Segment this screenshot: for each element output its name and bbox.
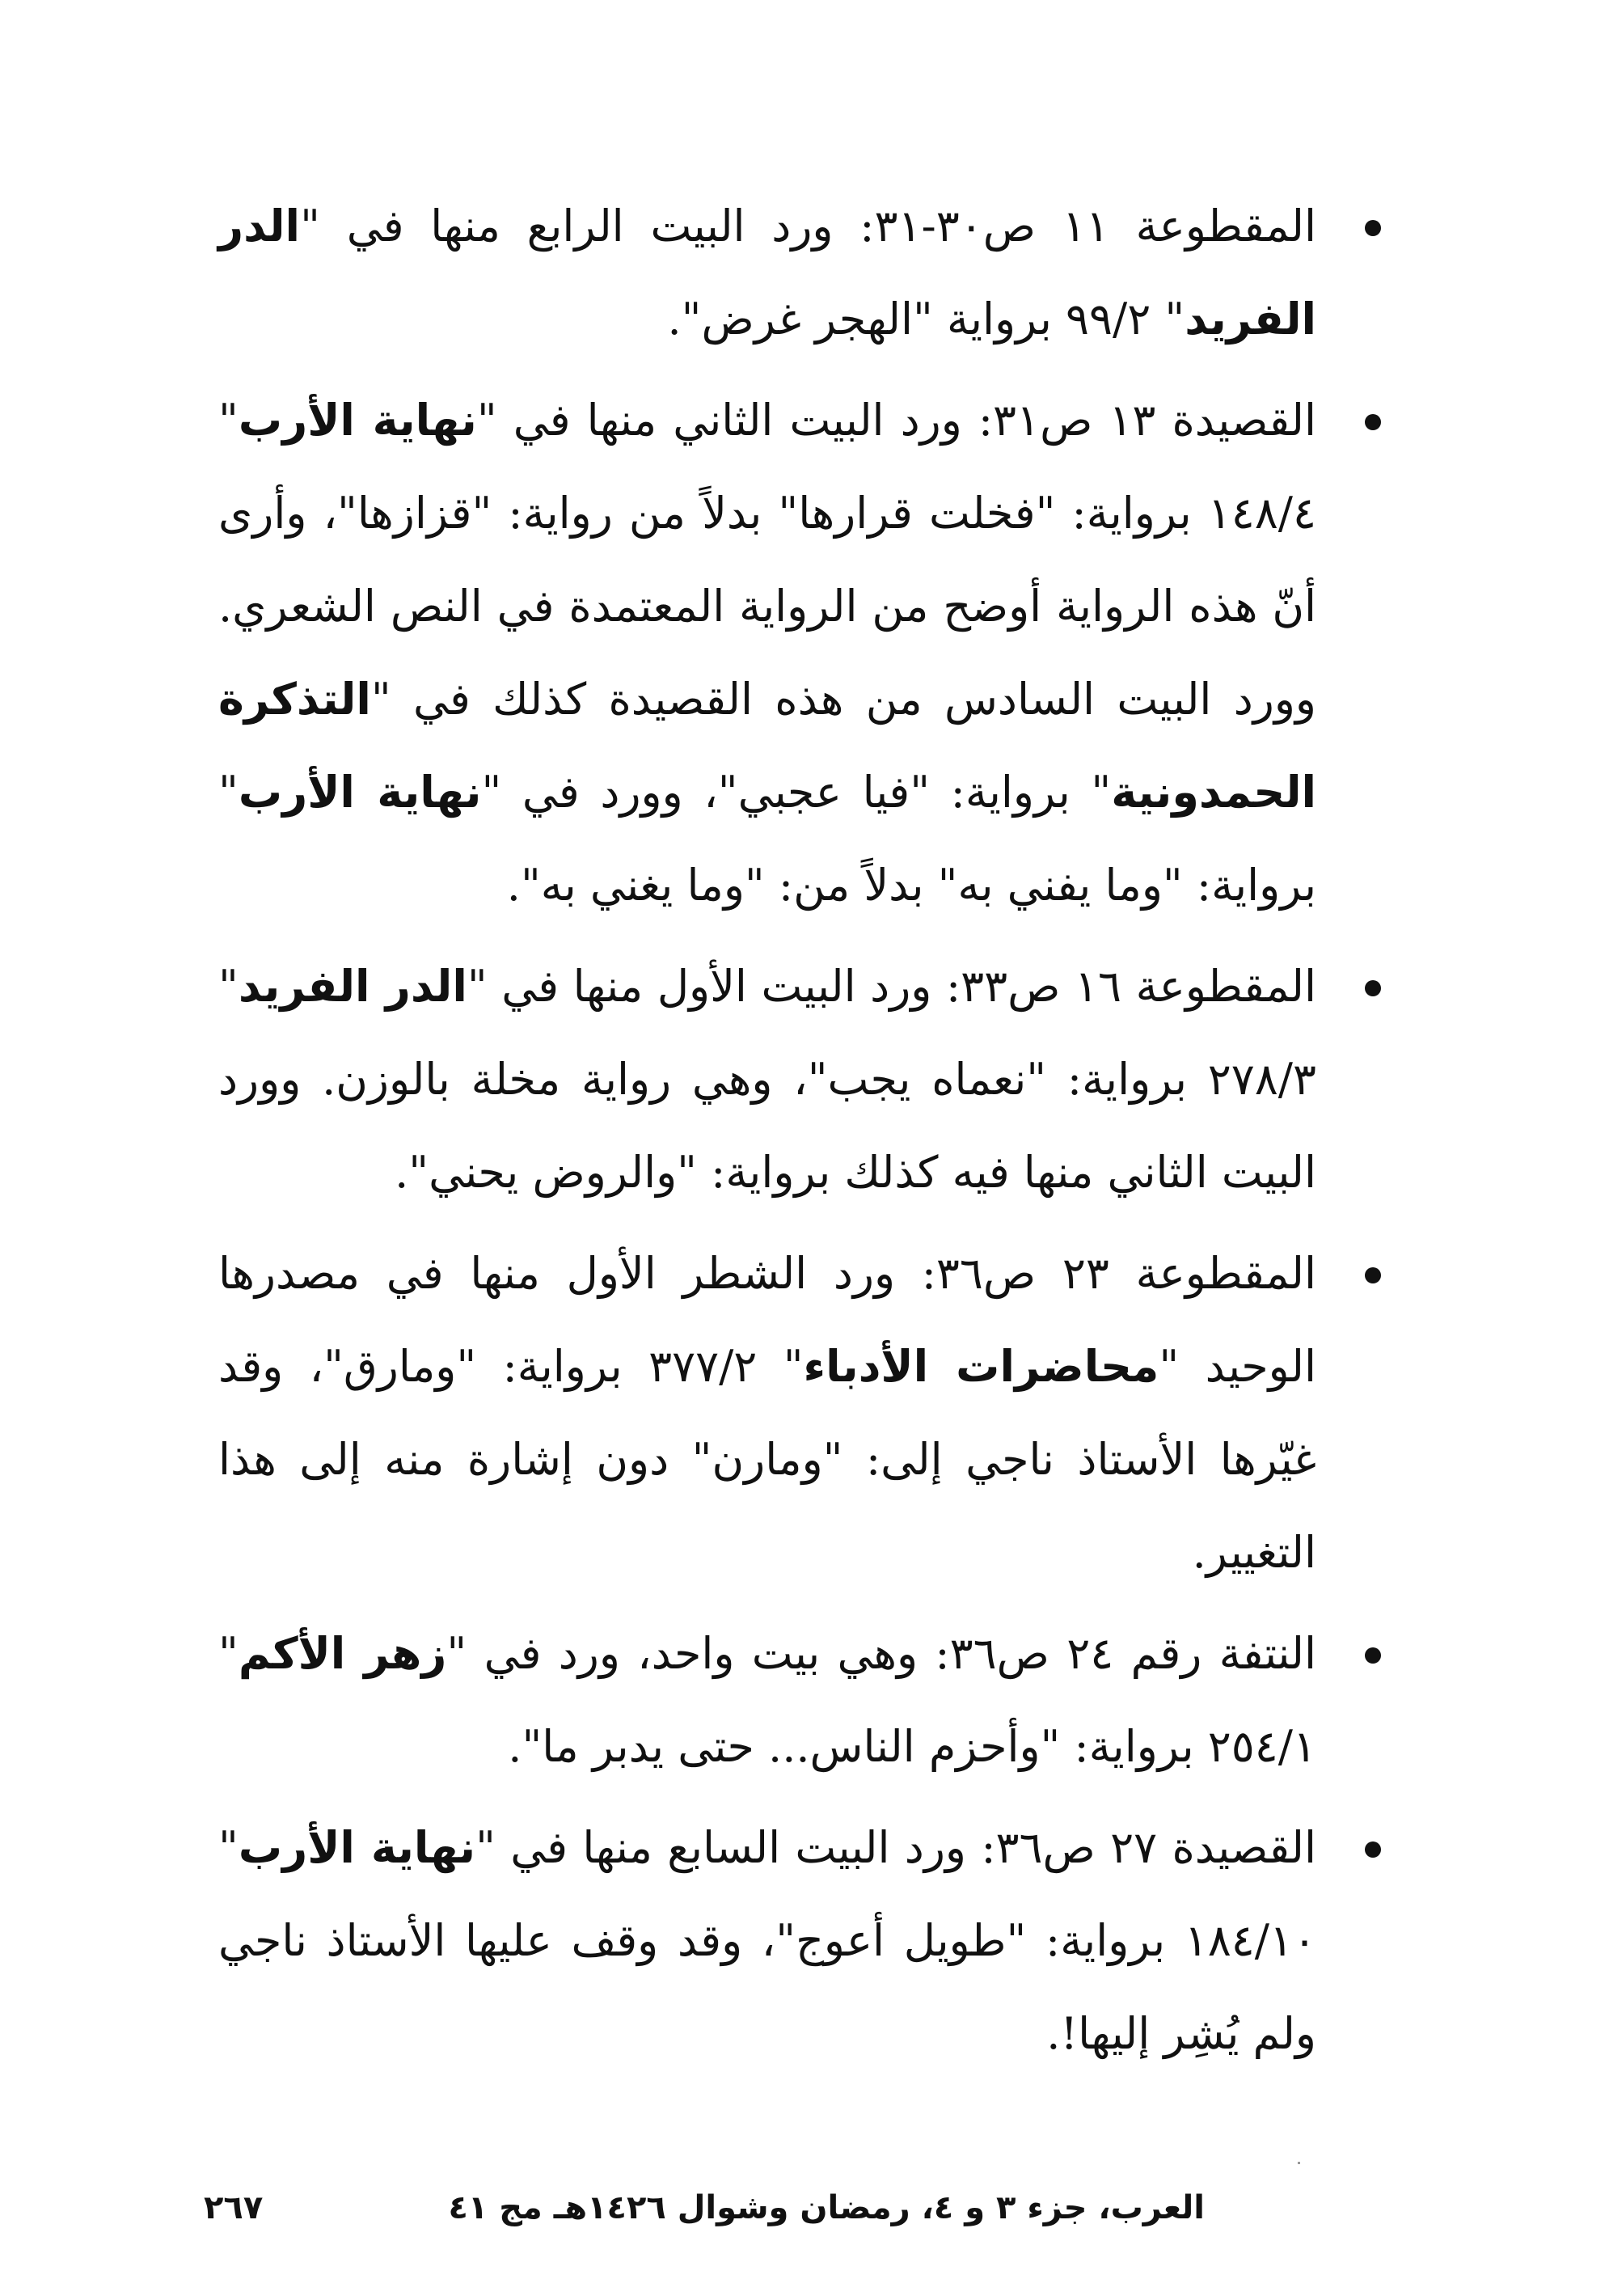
- bullet-icon: [1365, 220, 1381, 236]
- list-item: [218, 940, 1391, 1219]
- page-footer: [194, 2180, 1391, 2236]
- text-run: " ٢٥٤/١ برواية: "وأحزم الناس... حتى يدبر ما".: [218, 1628, 1316, 1772]
- list-item: [218, 1227, 1391, 1599]
- source-title: الدر الفريد: [218, 201, 1316, 345]
- bullet-icon: [1365, 1647, 1381, 1664]
- text-run: القصيدة ٢٧ ص٣٦: ورد البيت السابع منها في ": [475, 1822, 1317, 1873]
- bullet-icon: [1365, 414, 1381, 430]
- text-run: " ١٨٤/١٠ برواية: "طويل أعوج"، وقد وقف عليها الأستاذ ناجي ولم يُشِر إليها!.: [218, 1822, 1316, 2059]
- text-run: " ٢٧٨/٣ برواية: "نعماه يجب"، وهي رواية مخلة بالوزن. وورد البيت الثاني منها فيه كذلك برواية: "والروض يحني".: [218, 961, 1316, 1198]
- bullet-icon: [1365, 980, 1381, 996]
- text-run: المقطوعة ١١ ص٣٠-٣١: ورد البيت الرابع منها في ": [300, 201, 1316, 252]
- source-title: محاضرات الأدباء: [803, 1341, 1159, 1392]
- text-run: " برواية: "وما يفني به" بدلاً من: "وما يغني به".: [218, 767, 1316, 911]
- text-run: " برواية: "فيا عجبي"، وورد في ": [481, 767, 1112, 818]
- text-run: المقطوعة ١٦ ص٣٣: ورد البيت الأول منها في ": [467, 961, 1317, 1012]
- text-run: القصيدة ١٣ ص٣١: ورد البيت الثاني منها في ": [476, 395, 1317, 446]
- source-title: الدر الفريد: [238, 961, 467, 1012]
- list-item: [218, 180, 1391, 366]
- source-title: نهاية الأرب: [238, 1822, 476, 1873]
- journal-issue: العرب، جزء ٣ و ٤، رمضان وشوال ١٤٢٦هـ مج ٤١: [448, 2189, 1205, 2226]
- source-title: زهر الأكم: [238, 1628, 447, 1679]
- list-item-text: [218, 1607, 1316, 1793]
- list-item: [218, 1801, 1391, 2080]
- list-item-text: [218, 180, 1316, 366]
- list-item: [218, 1607, 1391, 1793]
- text-run: النتفة رقم ٢٤ ص٣٦: وهي بيت واحد، ورد في ": [446, 1628, 1317, 1679]
- list-item-text: [218, 1801, 1316, 2080]
- bullet-icon: [1365, 1267, 1381, 1283]
- text-run: " ٣٧٧/٢ برواية: "ومارق"، وقد غيّرها الأستاذ ناجي إلى: "ومارن" دون إشارة منه إلى هذا التغيير.: [218, 1341, 1316, 1578]
- text-run: " ٩٩/٢ برواية "الهجر غرض".: [667, 294, 1185, 345]
- list-item-text: [218, 1227, 1316, 1599]
- list-item: [218, 374, 1391, 932]
- source-title: نهاية الأرب: [238, 767, 482, 818]
- source-title: التذكرة الحمدونية: [218, 674, 1316, 818]
- scan-speck: [1298, 2162, 1300, 2164]
- page-number: ٢٦٧: [204, 2189, 264, 2226]
- source-title: نهاية الأرب: [238, 395, 477, 446]
- bullet-icon: [1365, 1841, 1381, 1858]
- text-run: المقطوعة ٢٣ ص٣٦: ورد الشطر الأول منها في مصدرها الوحيد ": [218, 1248, 1316, 1392]
- notes-list: [218, 180, 1391, 2088]
- text-run: " ١٤٨/٤ برواية: "فخلت قرارها" بدلاً من رواية: "قزازها"، وأرى أنّ هذه الرواية أوضح من الرواية المعتمدة في النص الشعري. وورد البيت السادس من هذه القصيدة كذلك في ": [218, 395, 1316, 725]
- list-item-text: [218, 940, 1316, 1219]
- list-item-text: [218, 374, 1316, 932]
